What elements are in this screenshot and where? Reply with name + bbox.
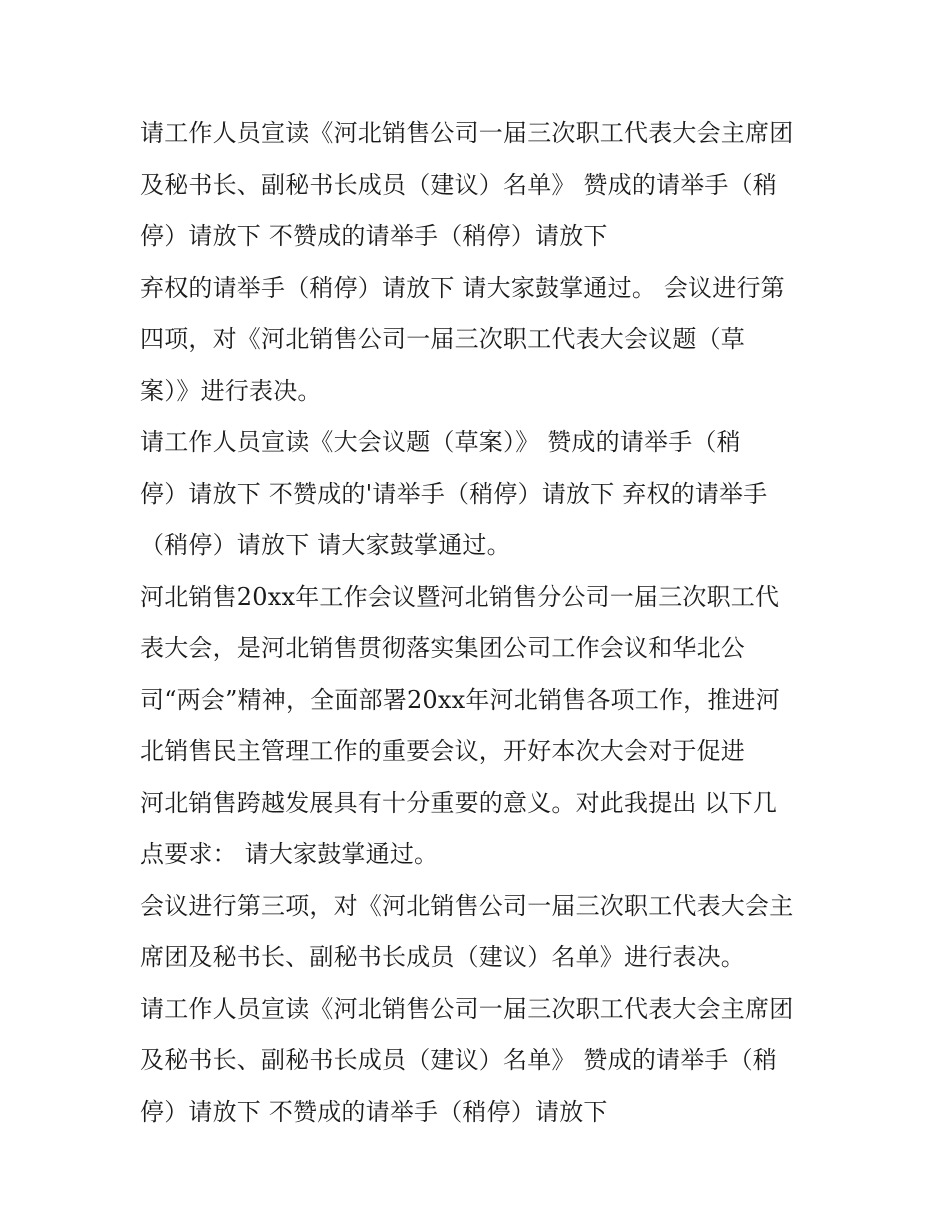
text-line: 停）请放下 不赞成的请举手（稍停）请放下 bbox=[140, 1097, 608, 1126]
text-line: 河北销售跨越发展具有十分重要的意义。对此我提出 以下几 bbox=[140, 788, 778, 817]
text-line: 北销售民主管理工作的重要会议，开好本次大会对于促进 bbox=[140, 737, 745, 765]
text-line: 弃权的请举手（稍停）请放下 请大家鼓掌通过。 会议进行第 bbox=[140, 273, 785, 302]
text-line: 会议进行第三项，对《河北销售公司一届三次职工代表大会主 bbox=[140, 891, 794, 920]
text-line: 四项，对《河北销售公司一届三次职工代表大会议题（草 bbox=[140, 325, 745, 353]
text-line: 停）请放下 不赞成的'请举手（稍停）请放下 弃权的请举手 bbox=[140, 479, 768, 508]
text-line: 及秘书长、副秘书长成员（建议）名单》 赞成的请举手（稍 bbox=[140, 170, 778, 199]
text-line: 及秘书长、副秘书长成员（建议）名单》 赞成的请举手（稍 bbox=[140, 1046, 778, 1074]
text-line: 司“两会”精神，全面部署20xx年河北销售各项工作，推进河 bbox=[140, 685, 780, 714]
text-line: 停）请放下 不赞成的请举手（稍停）请放下 bbox=[140, 222, 608, 250]
text-line: 请工作人员宣读《河北销售公司一届三次职工代表大会主席团 bbox=[140, 119, 794, 147]
text-line: 河北销售20xx年工作会议暨河北销售分公司一届三次职工代 bbox=[140, 582, 780, 611]
text-line: 点要求： 请大家鼓掌通过。 bbox=[140, 840, 439, 868]
text-line: 请工作人员宣读《河北销售公司一届三次职工代表大会主席团 bbox=[140, 994, 794, 1023]
text-line: （稍停）请放下 请大家鼓掌通过。 bbox=[140, 531, 511, 559]
text-line: 席团及秘书长、副秘书长成员（建议）名单》进行表决。 bbox=[140, 943, 745, 971]
text-line: 表大会，是河北销售贯彻落实集团公司工作会议和华北公 bbox=[140, 634, 745, 662]
document-body bbox=[140, 108, 820, 1138]
text-line: 请工作人员宣读《大会议题（草案）》 赞成的请举手（稍 bbox=[140, 428, 741, 456]
text-line: 案）》进行表决。 bbox=[140, 376, 322, 405]
